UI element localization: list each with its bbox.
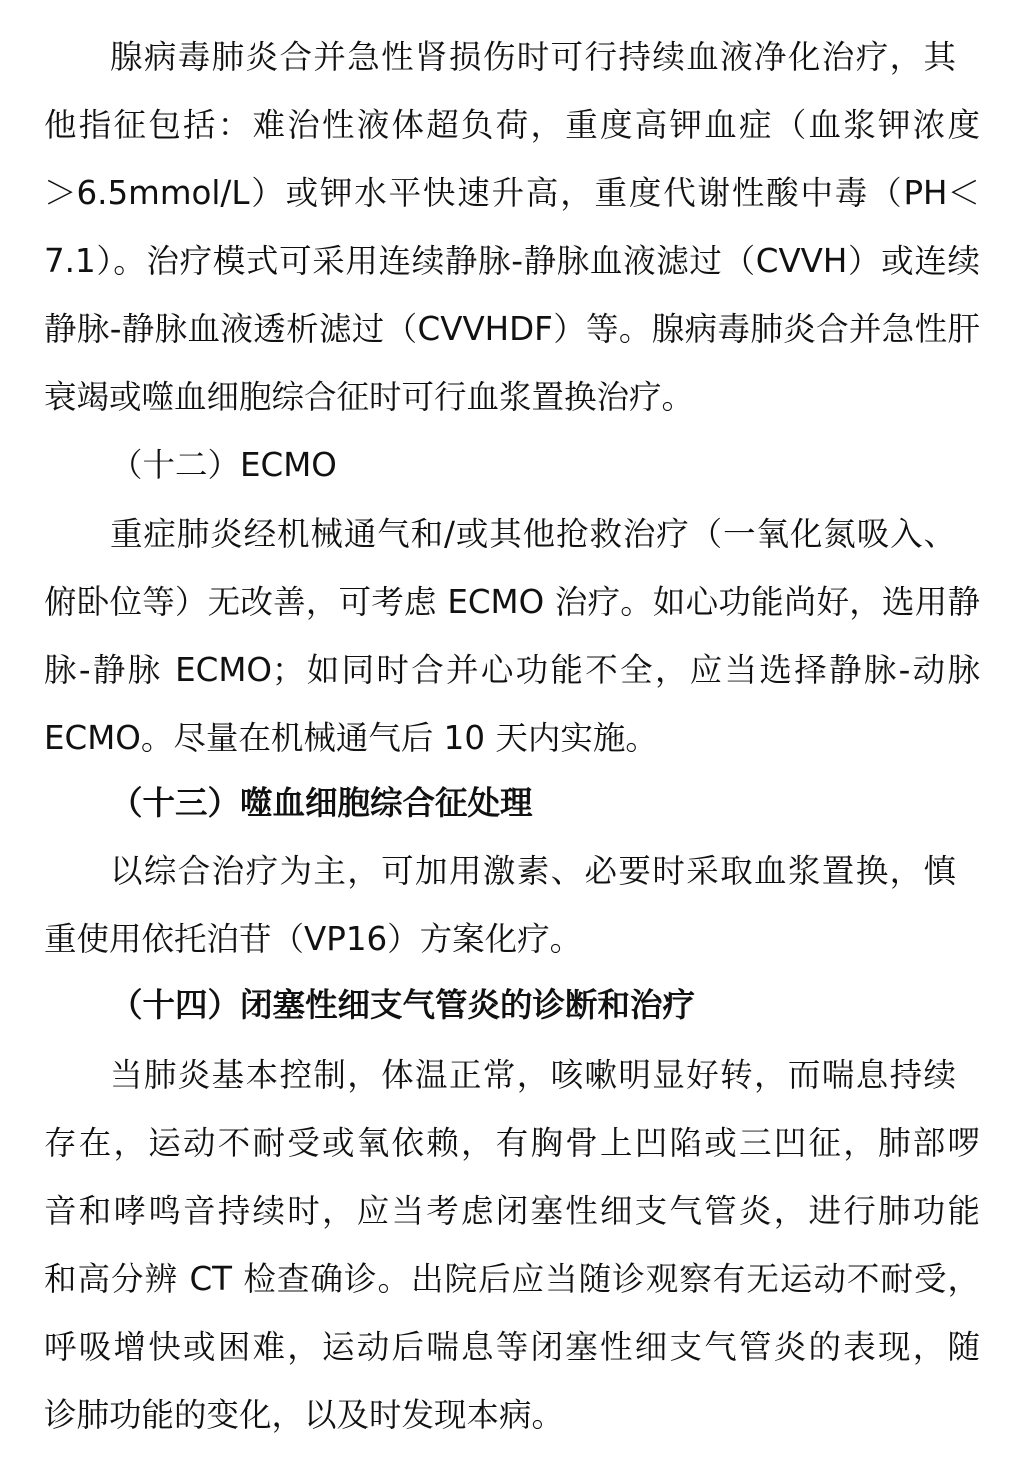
text-line: 当肺炎基本控制，体温正常，咳嗽明显好转，而喘息持续 [110,1056,956,1094]
text-line: 7.1）。治疗模式可采用连续静脉-静脉血液滤过（CVVH）或连续 [44,242,980,280]
text-line: 诊肺功能的变化，以及时发现本病。 [44,1396,565,1434]
text-line: 重使用依托泊苷（VP16）方案化疗。 [44,920,583,958]
section-heading-ecmo: （十二）ECMO [110,446,337,484]
section-heading-hlh: （十三）噬血细胞综合征处理 [110,784,533,822]
text-line: 衰竭或噬血细胞综合征时可行血浆置换治疗。 [44,378,695,416]
section-heading-bronchiolitis-obliterans: （十四）闭塞性细支气管炎的诊断和治疗 [110,986,696,1024]
text-line: 脉-静脉 ECMO；如同时合并心功能不全，应当选择静脉-动脉 [44,651,980,689]
text-line: 他指征包括：难治性液体超负荷，重度高钾血症（血浆钾浓度 [44,106,980,144]
text-line: 重症肺炎经机械通气和/或其他抢救治疗（一氧化氮吸入、 [110,515,956,553]
text-line: 存在，运动不耐受或氧依赖，有胸骨上凹陷或三凹征，肺部啰 [44,1124,980,1162]
text-line: ECMO。尽量在机械通气后 10 天内实施。 [44,719,658,757]
text-line: 音和哮鸣音持续时，应当考虑闭塞性细支气管炎，进行肺功能 [44,1192,980,1230]
text-line: 静脉-静脉血液透析滤过（CVVHDF）等。腺病毒肺炎合并急性肝 [44,310,980,348]
text-line: 以综合治疗为主，可加用激素、必要时采取血浆置换，慎 [110,852,956,890]
text-line: 呼吸增快或困难，运动后喘息等闭塞性细支气管炎的表现，随 [44,1328,980,1366]
text-line: 和高分辨 CT 检查确诊。出院后应当随诊观察有无运动不耐受， [44,1260,980,1298]
text-line: 俯卧位等）无改善，可考虑 ECMO 治疗。如心功能尚好，选用静 [44,583,980,621]
text-line: 腺病毒肺炎合并急性肾损伤时可行持续血液净化治疗，其 [110,38,956,76]
text-line: ＞6.5mmol/L）或钾水平快速升高，重度代谢性酸中毒（PH＜ [44,174,980,212]
